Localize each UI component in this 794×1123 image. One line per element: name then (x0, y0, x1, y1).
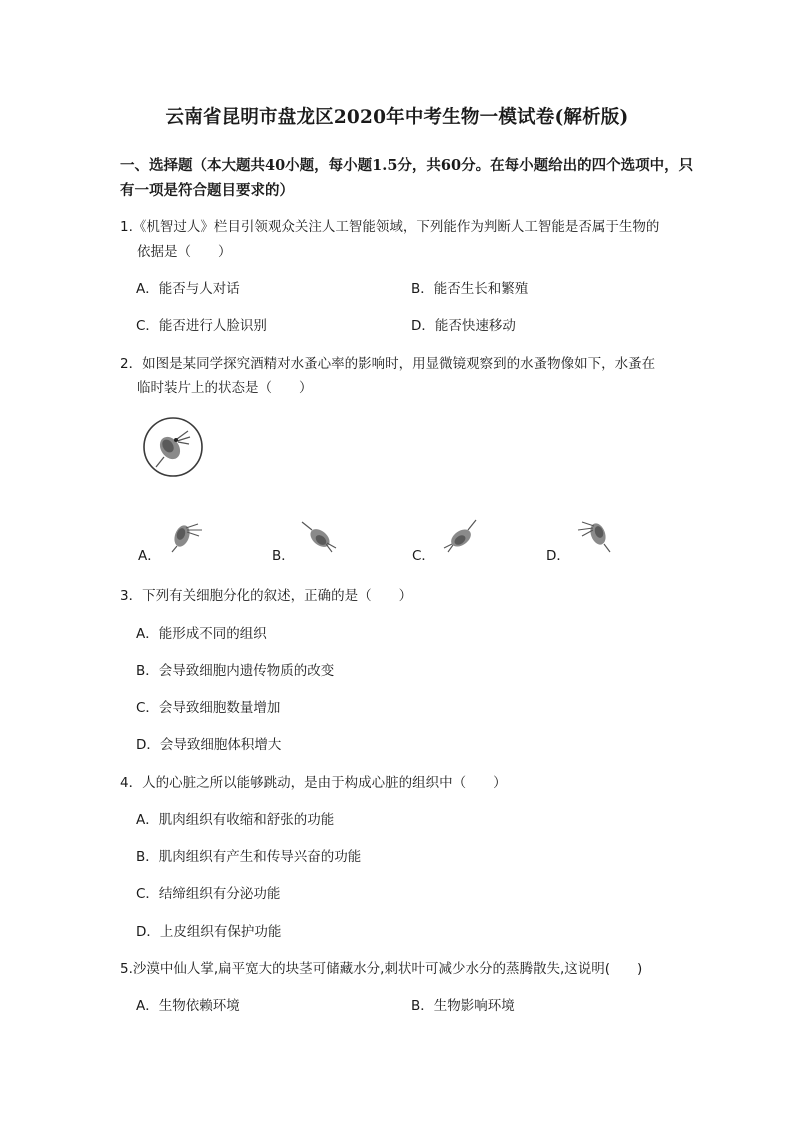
question-1-stem-cont: 依据是（ ） (137, 244, 232, 260)
question-4-option-b[interactable]: B．肌肉组织有产生和传导兴奋的功能 (136, 849, 362, 865)
question-5-option-b[interactable]: B．生物影响环境 (411, 998, 515, 1014)
question-2-option-d[interactable]: D． (546, 548, 570, 564)
question-3-option-a[interactable]: A．能形成不同的组织 (136, 626, 267, 642)
question-2-option-a[interactable]: A． (138, 548, 161, 564)
question-1-option-a[interactable]: A．能否与人对话 (136, 281, 240, 297)
water-flea-d-icon[interactable] (574, 516, 616, 554)
question-2-option-c[interactable]: C． (412, 548, 435, 564)
question-1-option-b[interactable]: B．能否生长和繁殖 (411, 281, 529, 297)
question-3-option-b[interactable]: B．会导致细胞内遗传物质的改变 (136, 663, 335, 679)
question-2-stem: 2．如图是某同学探究酒精对水蚤心率的影响时，用显微镜观察到的水蚤物像如下，水蚤在 (120, 356, 656, 372)
question-4-option-a[interactable]: A．肌肉组织有收缩和舒张的功能 (136, 812, 335, 828)
water-flea-microscope-view-icon (140, 417, 208, 479)
water-flea-b-icon[interactable] (300, 518, 340, 554)
question-4-option-c[interactable]: C．结缔组织有分泌功能 (136, 886, 281, 902)
question-1-stem: 1.《机智过人》栏目引领观众关注人工智能领域，下列能作为判断人工智能是否属于生物的 (120, 219, 660, 235)
question-1-option-d[interactable]: D．能否快速移动 (411, 318, 516, 334)
section-heading-line1: 一、选择题（本大题共40小题，每小题1.5分，共60分。在每小题给出的四个选项中，只 (120, 157, 694, 174)
question-5-option-a[interactable]: A．生物依赖环境 (136, 998, 240, 1014)
question-3-stem: 3．下列有关细胞分化的叙述，正确的是（ ） (120, 588, 413, 604)
question-2-option-b[interactable]: B． (272, 548, 295, 564)
page-title: 云南省昆明市盘龙区2020年中考生物一模试卷(解析版) (165, 107, 629, 128)
question-2-stem-cont: 临时装片上的状态是（ ） (137, 380, 313, 396)
water-flea-a-icon[interactable] (166, 518, 210, 554)
question-1-option-c[interactable]: C．能否进行人脸识别 (136, 318, 267, 334)
water-flea-c-icon[interactable] (440, 518, 480, 554)
question-5-stem: 5.沙漠中仙人掌,扁平宽大的块茎可储藏水分,刺状叶可减少水分的蒸腾散失,这说明( ) (120, 961, 643, 977)
question-3-option-c[interactable]: C．会导致细胞数量增加 (136, 700, 281, 716)
question-3-option-d[interactable]: D．会导致细胞体积增大 (136, 737, 282, 753)
section-heading-line2: 有一项是符合题目要求的） (120, 182, 294, 199)
question-4-option-d[interactable]: D．上皮组织有保护功能 (136, 924, 282, 940)
question-4-stem: 4．人的心脏之所以能够跳动，是由于构成心脏的组织中（ ） (120, 775, 507, 791)
